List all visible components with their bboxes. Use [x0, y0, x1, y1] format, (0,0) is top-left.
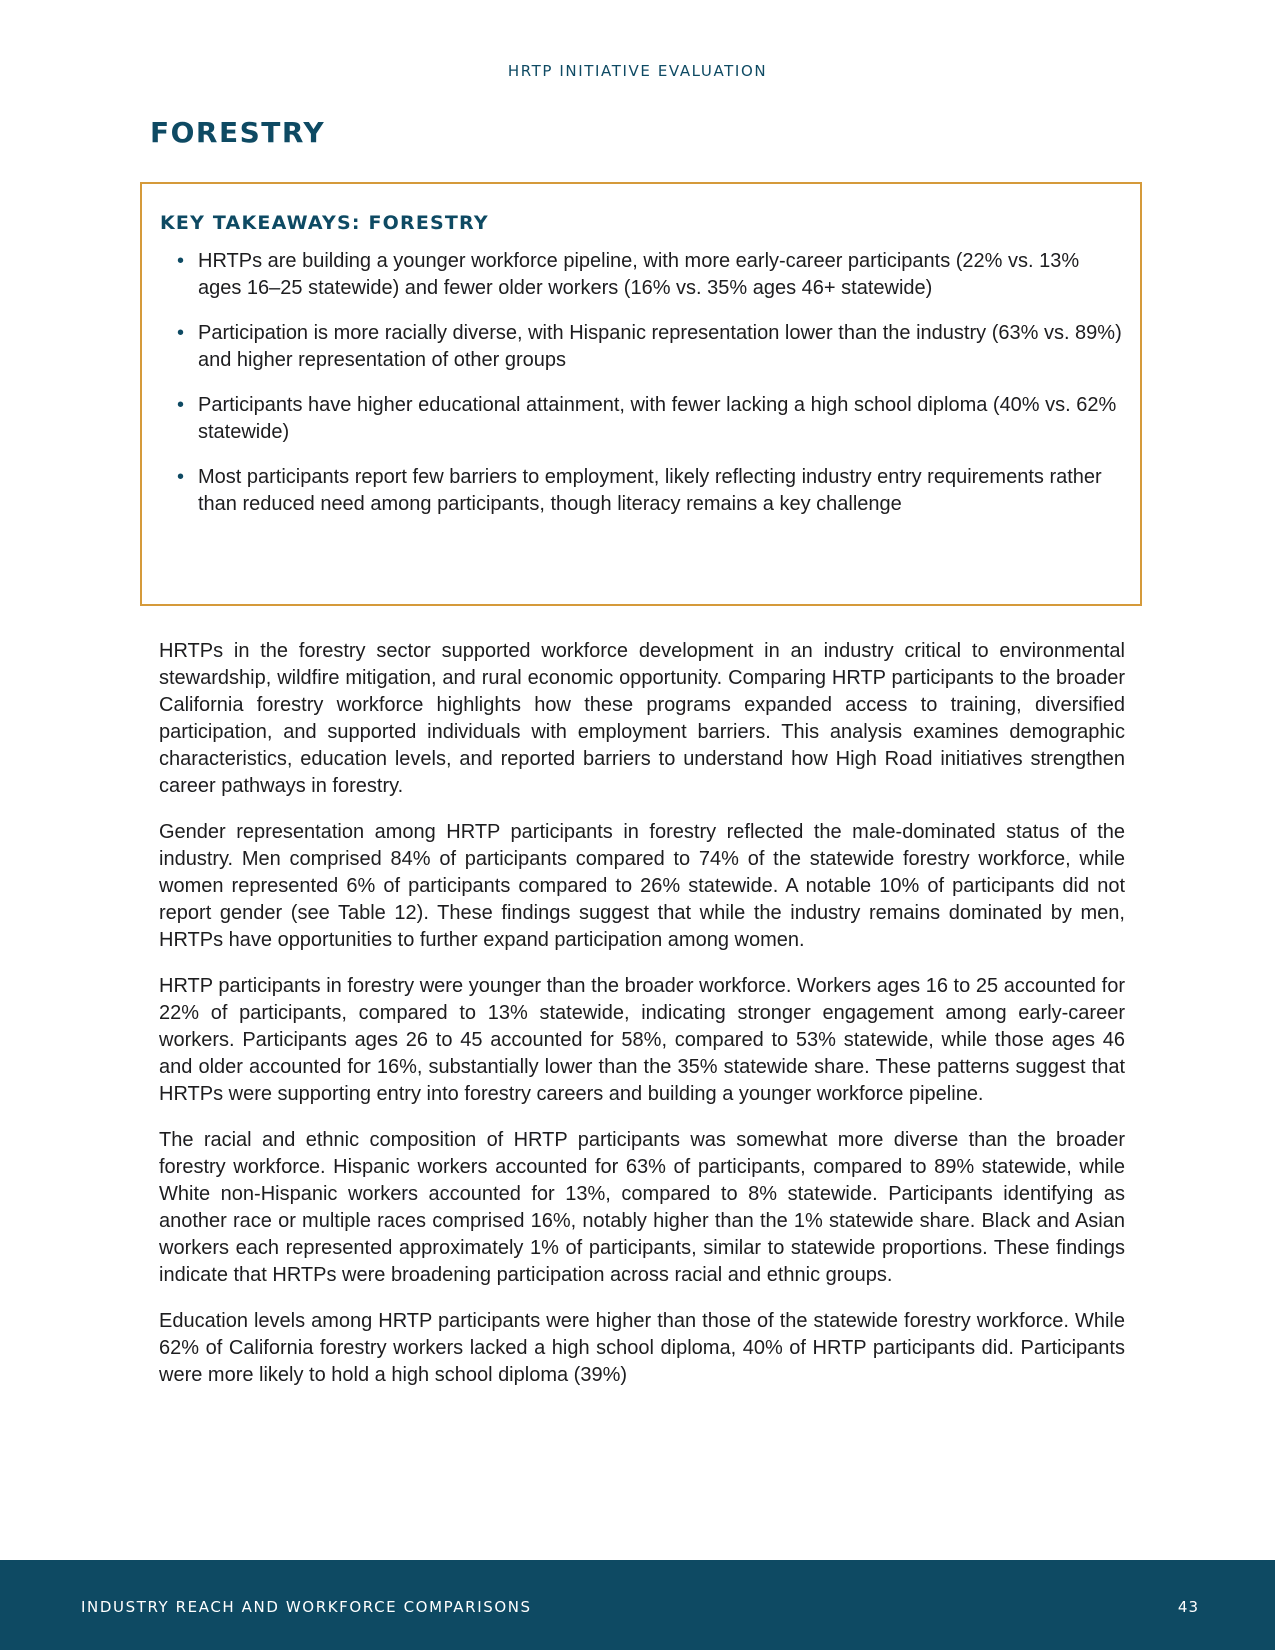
footer-label: INDUSTRY REACH AND WORKFORCE COMPARISONS	[81, 1598, 532, 1616]
page-number: 43	[1177, 1598, 1199, 1616]
takeaway-item	[160, 248, 1122, 302]
takeaway-item	[160, 464, 1122, 518]
body-paragraph: HRTPs in the forestry sector supported workforce development in an industry critical to environmental stewardship, wildfire mitigation, and rural economic opportunity. Comparing HRTP participants to the broader California forestry workforce highlights how these programs expanded access to training, diversified participation, and supported individuals with employment barriers. This analysis examines demographic characteristics, education levels, and reported barriers to understand how High Road initiatives strengthen career pathways in forestry.	[159, 640, 1125, 797]
takeaway-text: Participation is more racially diverse, with Hispanic representation lower than the industry (63% vs. 89%) and higher representation of other groups	[198, 322, 1122, 371]
bullet-icon: •	[177, 466, 185, 488]
section-title: FORESTRY	[150, 116, 326, 149]
running-header: HRTP INITIATIVE EVALUATION	[507, 62, 768, 80]
takeaway-text: Participants have higher educational attainment, with fewer lacking a high school diploma (40% vs. 62% statewide)	[198, 394, 1117, 443]
bullet-icon: •	[177, 250, 185, 272]
body-paragraph: Education levels among HRTP participants were higher than those of the statewide forestry workforce. While 62% of California forestry workers lacked a high school diploma, 40% of HRTP participants did. Participants were more likely to hold a high school diploma (39%)	[159, 1310, 1125, 1386]
key-takeaways-box	[140, 182, 1142, 606]
takeaway-item	[160, 320, 1122, 374]
body-paragraph: HRTP participants in forestry were younger than the broader workforce. Workers ages 16 to 25 accounted for 22% of participants, compared to 13% statewide, indicating stronger engagement among early-career workers. Participants ages 26 to 45 accounted for 58%, compared to 53% statewide, while those ages 46 and older accounted for 16%, substantially lower than the 35% statewide share. These patterns suggest that HRTPs were supporting entry into forestry careers and building a younger workforce pipeline.	[159, 975, 1125, 1105]
key-takeaways-list	[160, 248, 1122, 518]
body-paragraph: Gender representation among HRTP participants in forestry reflected the male-dominated status of the industry. Men comprised 84% of participants compared to 74% of the statewide forestry workforce, while women represented 6% of participants compared to 26% statewide. A notable 10% of participants did not report gender (see Table 12). These findings suggest that while the industry remains dominated by men, HRTPs have opportunities to further expand participation among women.	[159, 821, 1125, 951]
body-paragraph: The racial and ethnic composition of HRTP participants was somewhat more diverse than the broader forestry workforce. Hispanic workers accounted for 63% of participants, compared to 89% statewide, while White non-Hispanic workers accounted for 13%, compared to 8% statewide. Participants identifying as another race or multiple races comprised 16%, notably higher than the 1% statewide share. Black and Asian workers each represented approximately 1% of participants, similar to statewide proportions. These findings indicate that HRTPs were broadening participation across racial and ethnic groups.	[159, 1129, 1125, 1286]
takeaway-text: HRTPs are building a younger workforce pipeline, with more early-career participants (22% vs. 13% ages 16–25 statewide) and fewer older workers (16% vs. 35% ages 46+ statewide)	[198, 250, 1080, 299]
bullet-icon: •	[177, 394, 185, 416]
bullet-icon: •	[177, 322, 185, 344]
key-takeaways-heading: KEY TAKEAWAYS: FORESTRY	[160, 212, 489, 234]
page-footer	[0, 1560, 1275, 1650]
takeaway-item	[160, 392, 1122, 446]
takeaway-text: Most participants report few barriers to employment, likely reflecting industry entry requirements rather than reduced need among participants, though literacy remains a key challenge	[198, 466, 1102, 515]
body-text	[159, 638, 1125, 1408]
